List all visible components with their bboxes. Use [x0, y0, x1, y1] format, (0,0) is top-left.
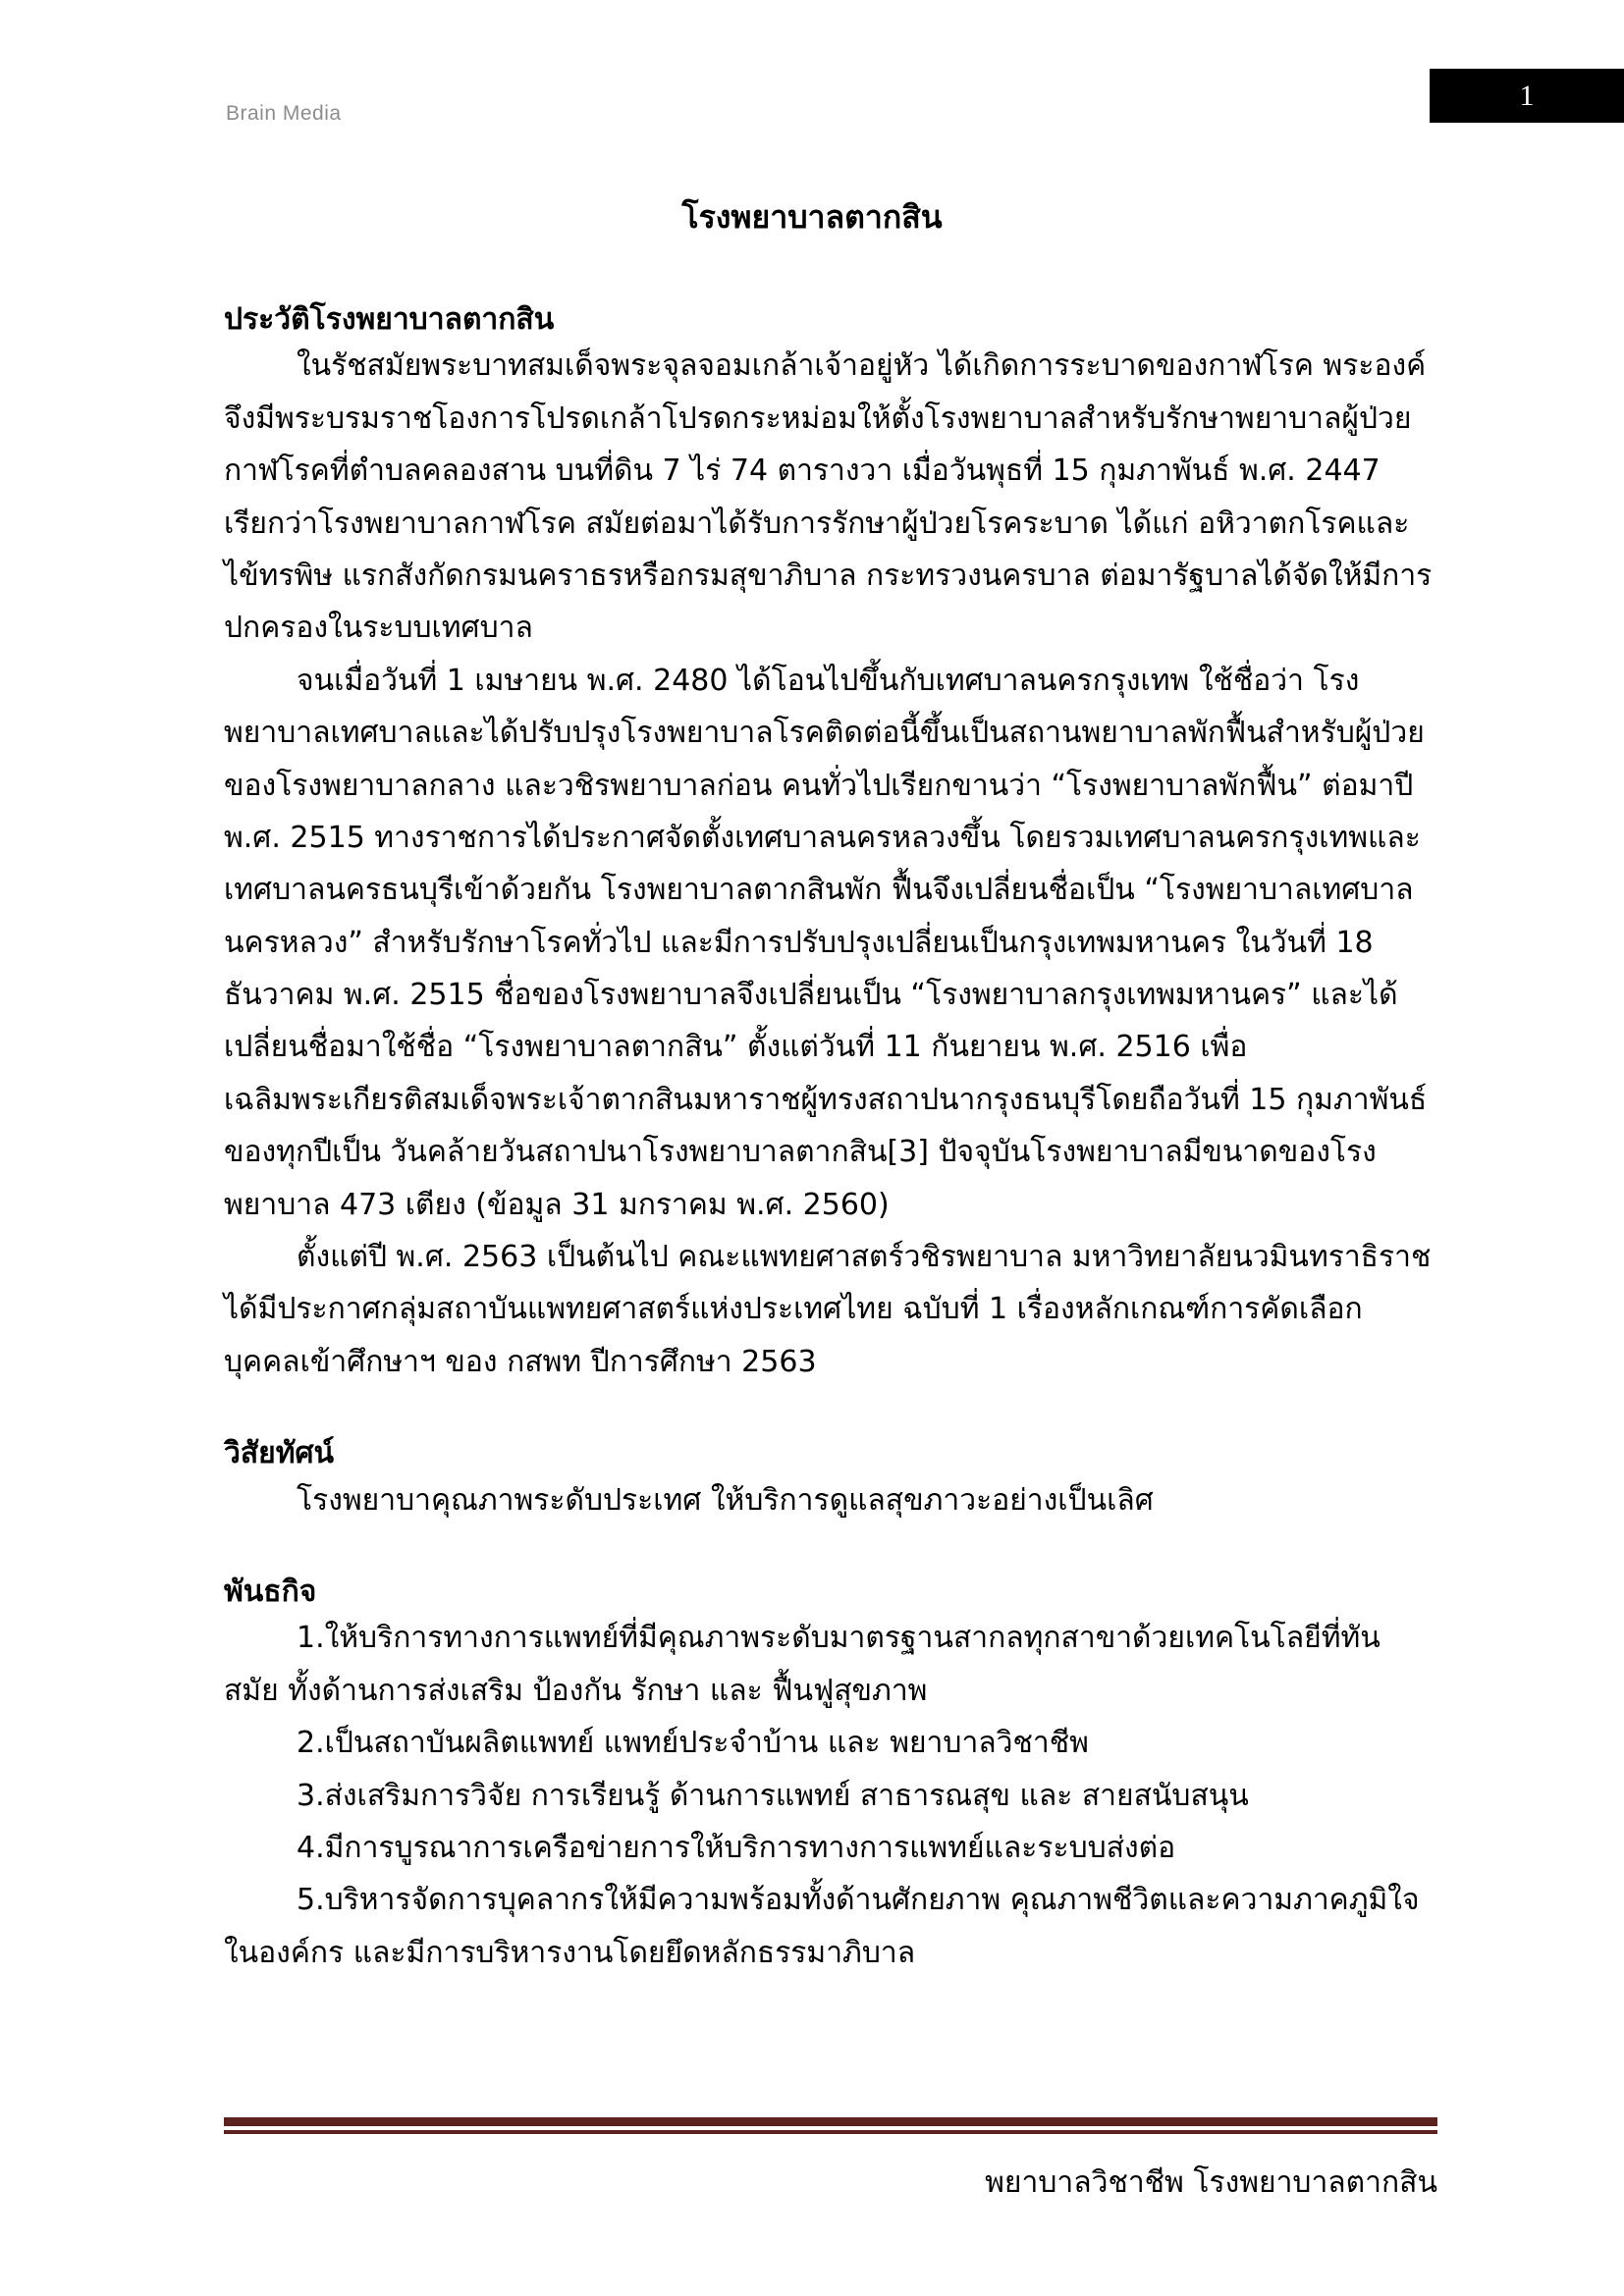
footer-rule-thin — [224, 2130, 1437, 2134]
mission-item-3: 3.ส่งเสริมการวิจัย การเรียนรู้ ด้านการแพทย์ สาธารณสุข และ สายสนับสนุน — [297, 1778, 1249, 1813]
section-spacer — [224, 1388, 1434, 1433]
section-heading-vision: วิสัยทัศน์ — [224, 1436, 335, 1471]
mission-item-4: 4.มีการบูรณาการเครือข่ายการให้บริการทางการแพทย์และระบบส่งต่อ — [297, 1830, 1176, 1865]
page-number-badge: 1 — [1430, 69, 1624, 123]
page-header — [0, 0, 1624, 147]
section-heading-history: ประวัติโรงพยาบาลตากสิน — [224, 302, 555, 337]
mission-item-2: 2.เป็นสถาบันผลิตแพทย์ แพทย์ประจำบ้าน และ พยาบาลวิชาชีพ — [297, 1726, 1089, 1761]
mission-item-1: 1.ให้บริการทางการแพทย์ที่มีคุณภาพระดับมาตรฐานสากลทุกสาขาด้วยเทคโนโลยีที่ทันสมัย ทั้งด้านการส่งเสริม ป้องกัน รักษา และ ฟื้นฟูสุขภาพ — [224, 1621, 1380, 1708]
history-paragraph-2: จนเมื่อวันที่ 1 เมษายน พ.ศ. 2480 ได้โอนไปขึ้นกับเทศบาลนครกรุงเทพ ใช้ชื่อว่า โรงพยาบาลเทศบาลและได้ปรับปรุงโรงพยาบาลโรคติดต่อนี้ขึ้นเป็นสถานพยาบาลพักฟื้นสำหรับผู้ป่วยของโรงพยาบาลกลาง และวชิรพยาบาลก่อน คนทั่วไปเรียกขานว่า “โรงพยาบาลพักฟื้น” ต่อมาปี พ.ศ. 2515 ทางราชการได้ประกาศจัดตั้งเทศบาลนครหลวงขึ้น โดยรวมเทศบาลนครกรุงเทพและเทศบาลนครธนบุรีเข้าด้วยกัน โรงพยาบาลตากสินพัก ฟื้นจึงเปลี่ยนชื่อเป็น “โรงพยาบาลเทศบาลนครหลวง” สำหรับรักษาโรคทั่วไป และมีการปรับปรุงเปลี่ยนเป็นกรุงเทพมหานคร ในวันที่ 18 ธันวาคม พ.ศ. 2515 ชื่อของโรงพยาบาลจึงเปลี่ยนเป็น “โรงพยาบาลกรุงเทพมหานคร” และได้เปลี่ยนชื่อมาใช้ชื่อ “โรงพยาบาลตากสิน” ตั้งแต่วันที่ 11 กันยายน พ.ศ. 2516 เพื่อเฉลิมพระเกียรติสมเด็จพระเจ้าตากสินมหาราชผู้ทรงสถาปนากรุงธนบุรีโดยถือวันที่ 15 กุมภาพันธ์ของทุกปีเป็น วันคล้ายวันสถาปนาโรงพยาบาลตากสิน[3] ปัจจุบันโรงพยาบาลมีขนาดของโรงพยาบาล 473 เตียง (ข้อมูล 31 มกราคม พ.ศ. 2560) — [224, 663, 1428, 1222]
footer-text: พยาบาลวิชาชีพ โรงพยาบาลตากสิน — [985, 2165, 1437, 2200]
mission-item-5: 5.บริหารจัดการบุคลากรให้มีความพร้อมทั้งด้านศักยภาพ คุณภาพชีวิตและความภาคภูมิใจในองค์กร และมีการบริหารงานโดยยึดหลักธรรมาภิบาล — [224, 1883, 1420, 1970]
section-spacer — [224, 1526, 1434, 1572]
header-brand-label: Brain Media — [226, 102, 342, 125]
page-title: โรงพยาบาลตากสิน — [681, 198, 943, 236]
page-footer — [224, 2117, 1437, 2206]
history-paragraph-3: ตั้งแต่ปี พ.ศ. 2563 เป็นต้นไป คณะแพทยศาสตร์วชิรพยาบาล มหาวิทยาลัยนวมินทราธิราช ได้มีประกาศกลุ่มสถาบันแพทยศาสตร์แห่งประเทศไทย ฉบับที่ 1 เรื่องหลักเกณฑ์การคัดเลือกบุคคลเข้าศึกษาฯ ของ กสพท ปีการศึกษา 2563 — [224, 1240, 1432, 1379]
section-heading-mission: พันธกิจ — [224, 1574, 317, 1609]
history-paragraph-1: ในรัชสมัยพระบาทสมเด็จพระจุลจอมเกล้าเจ้าอยู่หัว ได้เกิดการระบาดของกาฬโรค พระองค์จึงมีพระบรมราชโองการโปรดเกล้าโปรดกระหม่อมให้ตั้งโรงพยาบาลสำหรับรักษาพยาบาลผู้ป่วยกาฬโรคที่ตำบลคลองสาน บนที่ดิน 7 ไร่ 74 ตารางวา เมื่อวันพุธที่ 15 กุมภาพันธ์ พ.ศ. 2447 เรียกว่าโรงพยาบาลกาฬโรค สมัยต่อมาได้รับการรักษาผู้ป่วยโรคระบาด ได้แก่ อหิวาตกโรคและไข้ทรพิษ แรกสังกัดกรมนคราธรหรือกรมสุขาภิบาล กระทรวงนครบาล ต่อมารัฐบาลได้จัดให้มีการปกครองในระบบเทศบาล — [224, 348, 1433, 646]
vision-text: โรงพยาบาคุณภาพระดับประเทศ ให้บริการดูแลสุขภาวะอย่างเป็นเลิศ — [297, 1482, 1154, 1518]
footer-rule-thick — [224, 2117, 1437, 2126]
document-body — [224, 299, 1434, 1979]
